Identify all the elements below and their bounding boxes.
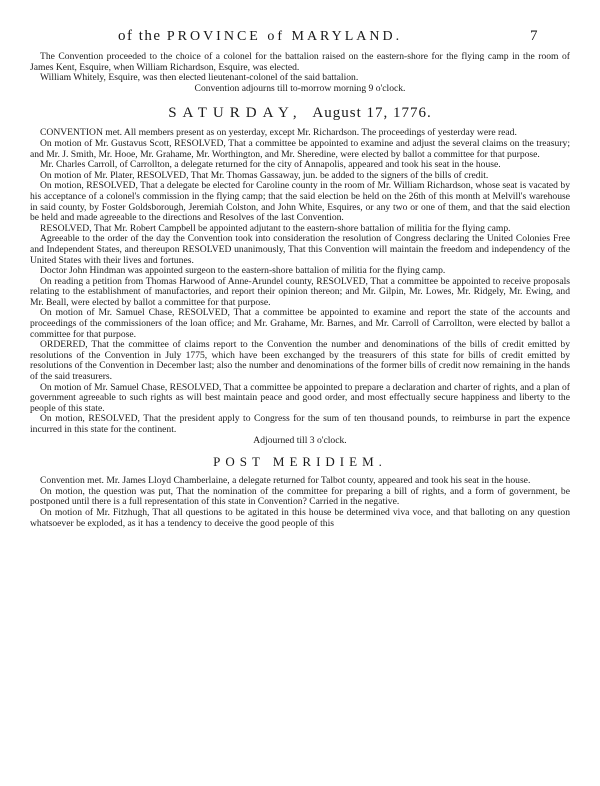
day-heading-day: SATURDAY,: [168, 105, 303, 122]
paragraph-lieutenant-colonel: William Whitely, Esquire, was then elected lieutenant-colonel of the said battalion.: [40, 72, 359, 84]
running-title-prefix: of the: [118, 28, 167, 44]
running-title: [118, 28, 402, 45]
paragraph: Convention met. Mr. James Lloyd Chamberlaine, a delegate returned for Talbot county, appeared and took his seat in the house.: [40, 475, 531, 487]
paragraph: Doctor John Hindman was appointed surgeon to the eastern-shore battalion of militia for the flying camp.: [40, 265, 446, 277]
adjourned-note: Adjourned till 3 o'clock.: [253, 434, 347, 446]
paragraph: On motion, RESOLVED, That a delegate be elected for Caroline county in the room of Mr. William Richardson, whose seat is vacated by his acceptance of a colonel's commission in the flying camp; that the said election be held on the 26th of this month at Melvill's warehouse in said county, by Foster Goldsborough, Jeremiah Colston, and John White, Esquires, or any two or one of them, and that the said election be held and made agreeable to the directions and Resolves of the last Convention.: [30, 180, 570, 224]
paragraph: On motion, RESOLVED, That the president apply to Congress for the sum of ten thousand pounds, to reimburse in part the expence incurred in this state for the continent.: [30, 413, 570, 435]
paragraph: On motion of Mr. Fitzhugh, That all questions to be agitated in this house be determined viva voce, and that balloting on any question whatsoever be exploded, as it has a tendency to deceive the good people of this: [30, 506, 570, 529]
document-body: [30, 52, 570, 529]
paragraph: Agreeable to the order of the day the Convention took into consideration the resolution of Congress declaring the United Colonies Free and Independent States, and thereupon RESOLVED unanimously, That this Convention will maintain the freedom and independency of the United States with their lives and fortunes.: [30, 233, 570, 266]
page-number: 7: [530, 28, 538, 44]
paragraph: On motion of Mr. Gustavus Scott, RESOLVED, That a committee be appointed to examine and adjust the several claims on the treasury; and Mr. J. Smith, Mr. Hooe, Mr. Grahame, Mr. Worthington, and Mr. Sheredine, were elected by ballot a committee for that purpose.: [30, 137, 570, 160]
post-meridiem-heading: POST MERIDIEM.: [213, 454, 387, 470]
paragraph-colonel-choice: The Convention proceeded to the choice of a colonel for the battalion raised on the eastern-shore for the flying camp in the room of James Kent, Esquire, when William Richardson, Esquire, was elected.: [30, 51, 570, 73]
paragraph: CONVENTION met. All members present as on yesterday, except Mr. Richardson. The proceedings of yesterday were read.: [40, 127, 517, 139]
paragraph: Mr. Charles Carroll, of Carrollton, a delegate returned for the city of Annapolis, appeared and took his seat in the house.: [40, 159, 501, 171]
day-heading-date: August 17, 1776.: [312, 105, 432, 122]
running-title-main: PROVINCE of MARYLAND.: [166, 29, 403, 44]
paragraph: ORDERED, That the committee of claims report to the Convention the number and denominations of the bills of credit emitted by resolutions of the Convention in July 1775, which have been exchanged by the treasurers of this state for bills of credit emitted by resolutions of the Convention in December last; also the number and denominations of the former bills of credit now remaining in the hands of the said treasurers.: [30, 339, 570, 383]
paragraph: On motion, the question was put, That the nomination of the committee for preparing a bill of rights, and a form of government, be postponed until there is a full representation of this state in Convention? Carried in the negative.: [30, 485, 570, 508]
paragraph: On reading a petition from Thomas Harwood of Anne-Arundel county, RESOLVED, That a committee be appointed to receive proposals relating to the establishment of manufactories, and report their opinion thereon; and Mr. Gilpin, Mr. Lowes, Mr. Ridgely, Mr. Ewing, and Mr. Beall, were elected by ballot a committee for that purpose.: [30, 275, 570, 308]
page-header: [0, 28, 600, 48]
paragraph: On motion of Mr. Plater, RESOLVED, That Mr. Thomas Gassaway, jun. be added to the signers of the bills of credit.: [40, 169, 489, 181]
paragraph: On motion of Mr. Samuel Chase, RESOLVED, That a committee be appointed to examine and report the state of the accounts and proceedings of the commissioners of the loan office; and Mr. Grahame, Mr. Barnes, and Mr. Carroll of Carrollton, were elected by ballot a committee for that purpose.: [30, 307, 570, 340]
paragraph: On motion of Mr. Samuel Chase, RESOLVED, That a committee be appointed to prepare a declaration and charter of rights, and a plan of government agreeable to such rights as will best maintain peace and good order, and most effectually secure happiness and liberty to the people of this state.: [30, 381, 570, 414]
day-heading: [30, 104, 570, 122]
paragraph: RESOLVED, That Mr. Robert Campbell be appointed adjutant to the eastern-shore battalion of militia for the flying camp.: [40, 222, 511, 234]
adjournment-note: Convention adjourns till to-morrow morning 9 o'clock.: [194, 82, 406, 94]
